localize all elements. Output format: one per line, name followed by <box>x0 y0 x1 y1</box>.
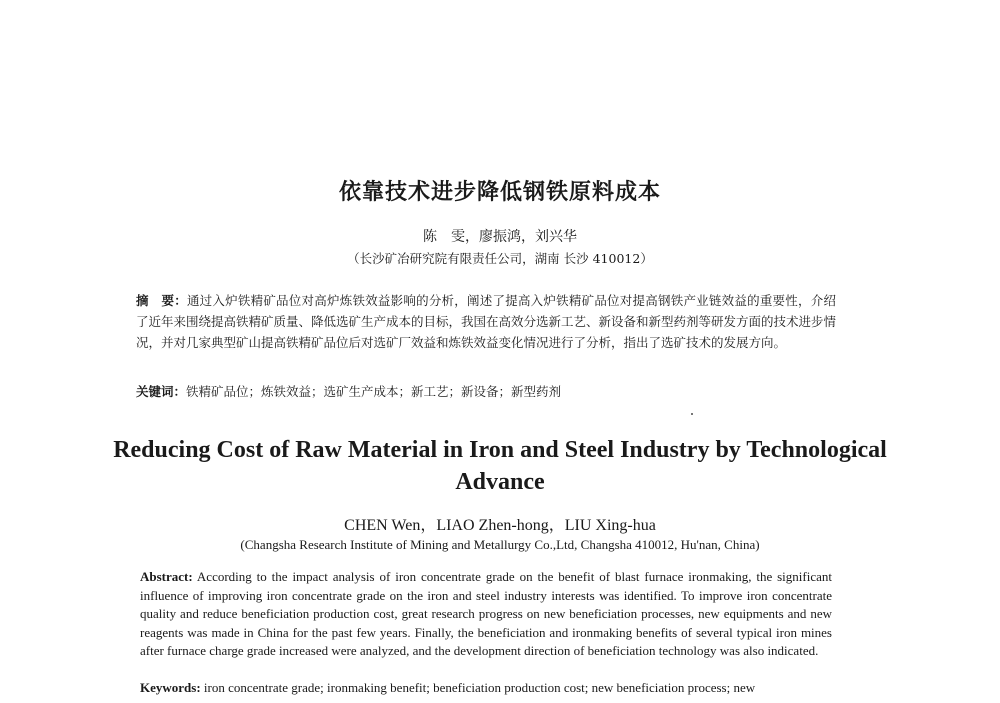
chinese-abstract-label: 摘 要： <box>136 293 187 308</box>
english-keywords-text: iron concentrate grade; ironmaking benefit; beneficiation production cost; new beneficiation process; new <box>203 680 756 695</box>
english-keywords-label: Keywords: <box>140 680 201 695</box>
chinese-authors: 陈 雯，廖振鸿，刘兴华 <box>423 229 577 245</box>
chinese-keywords <box>136 382 836 400</box>
english-title: Reducing Cost of Raw Material in Iron and Steel Industry by Technological Advance <box>113 437 887 495</box>
chinese-title: 依靠技术进步降低钢铁原料成本 <box>338 180 661 205</box>
scan-speck <box>691 413 693 415</box>
chinese-abstract-text: 通过入炉铁精矿品位对高炉炼铁效益影响的分析，阐述了提高入炉铁精矿品位对提高钢铁产业链效益的重要性，介绍了近年来围绕提高铁精矿质量、降低选矿生产成本的目标，我国在高效分选新工艺、新设备和新型药剂等研发方面的技术进步情况，并对几家典型矿山提高铁精矿品位后对选矿厂效益和炼铁效益变化情况进行了分析，指出了选矿技术的发展方向。 <box>136 293 837 350</box>
english-abstract <box>140 568 832 661</box>
chinese-affiliation: （长沙矿冶研究院有限责任公司，湖南 长沙 410012） <box>347 251 653 266</box>
english-abstract-text: According to the impact analysis of iron concentrate grade on the benefit of blast furnace ironmaking, the significant influence of improving iron concentrate grade on the iron and steel industry interests was identified. To improve iron concentrate quality and reduce beneficiation production cost, great research progress on new beneficiation processes, new equipments and new reagents was made in China for the past few years. Finally, the beneficiation and ironmaking benefits of several typical iron mines after furnace charge grade increased were analyzed, and the development direction of beneficiation technology was also indicated. <box>140 569 832 658</box>
english-affiliation: (Changsha Research Institute of Mining and Metallurgy Co.,Ltd, Changsha 410012, Hu'nan, China) <box>240 537 760 552</box>
english-abstract-label: Abstract: <box>140 569 193 584</box>
english-authors: CHEN Wen，LIAO Zhen-hong，LIU Xing-hua <box>344 517 656 534</box>
chinese-keywords-text: 铁精矿品位；炼铁效益；选矿生产成本；新工艺；新设备；新型药剂 <box>186 384 562 399</box>
english-keywords <box>140 679 832 697</box>
chinese-keywords-label: 关键词： <box>136 384 187 399</box>
chinese-abstract <box>136 290 836 353</box>
